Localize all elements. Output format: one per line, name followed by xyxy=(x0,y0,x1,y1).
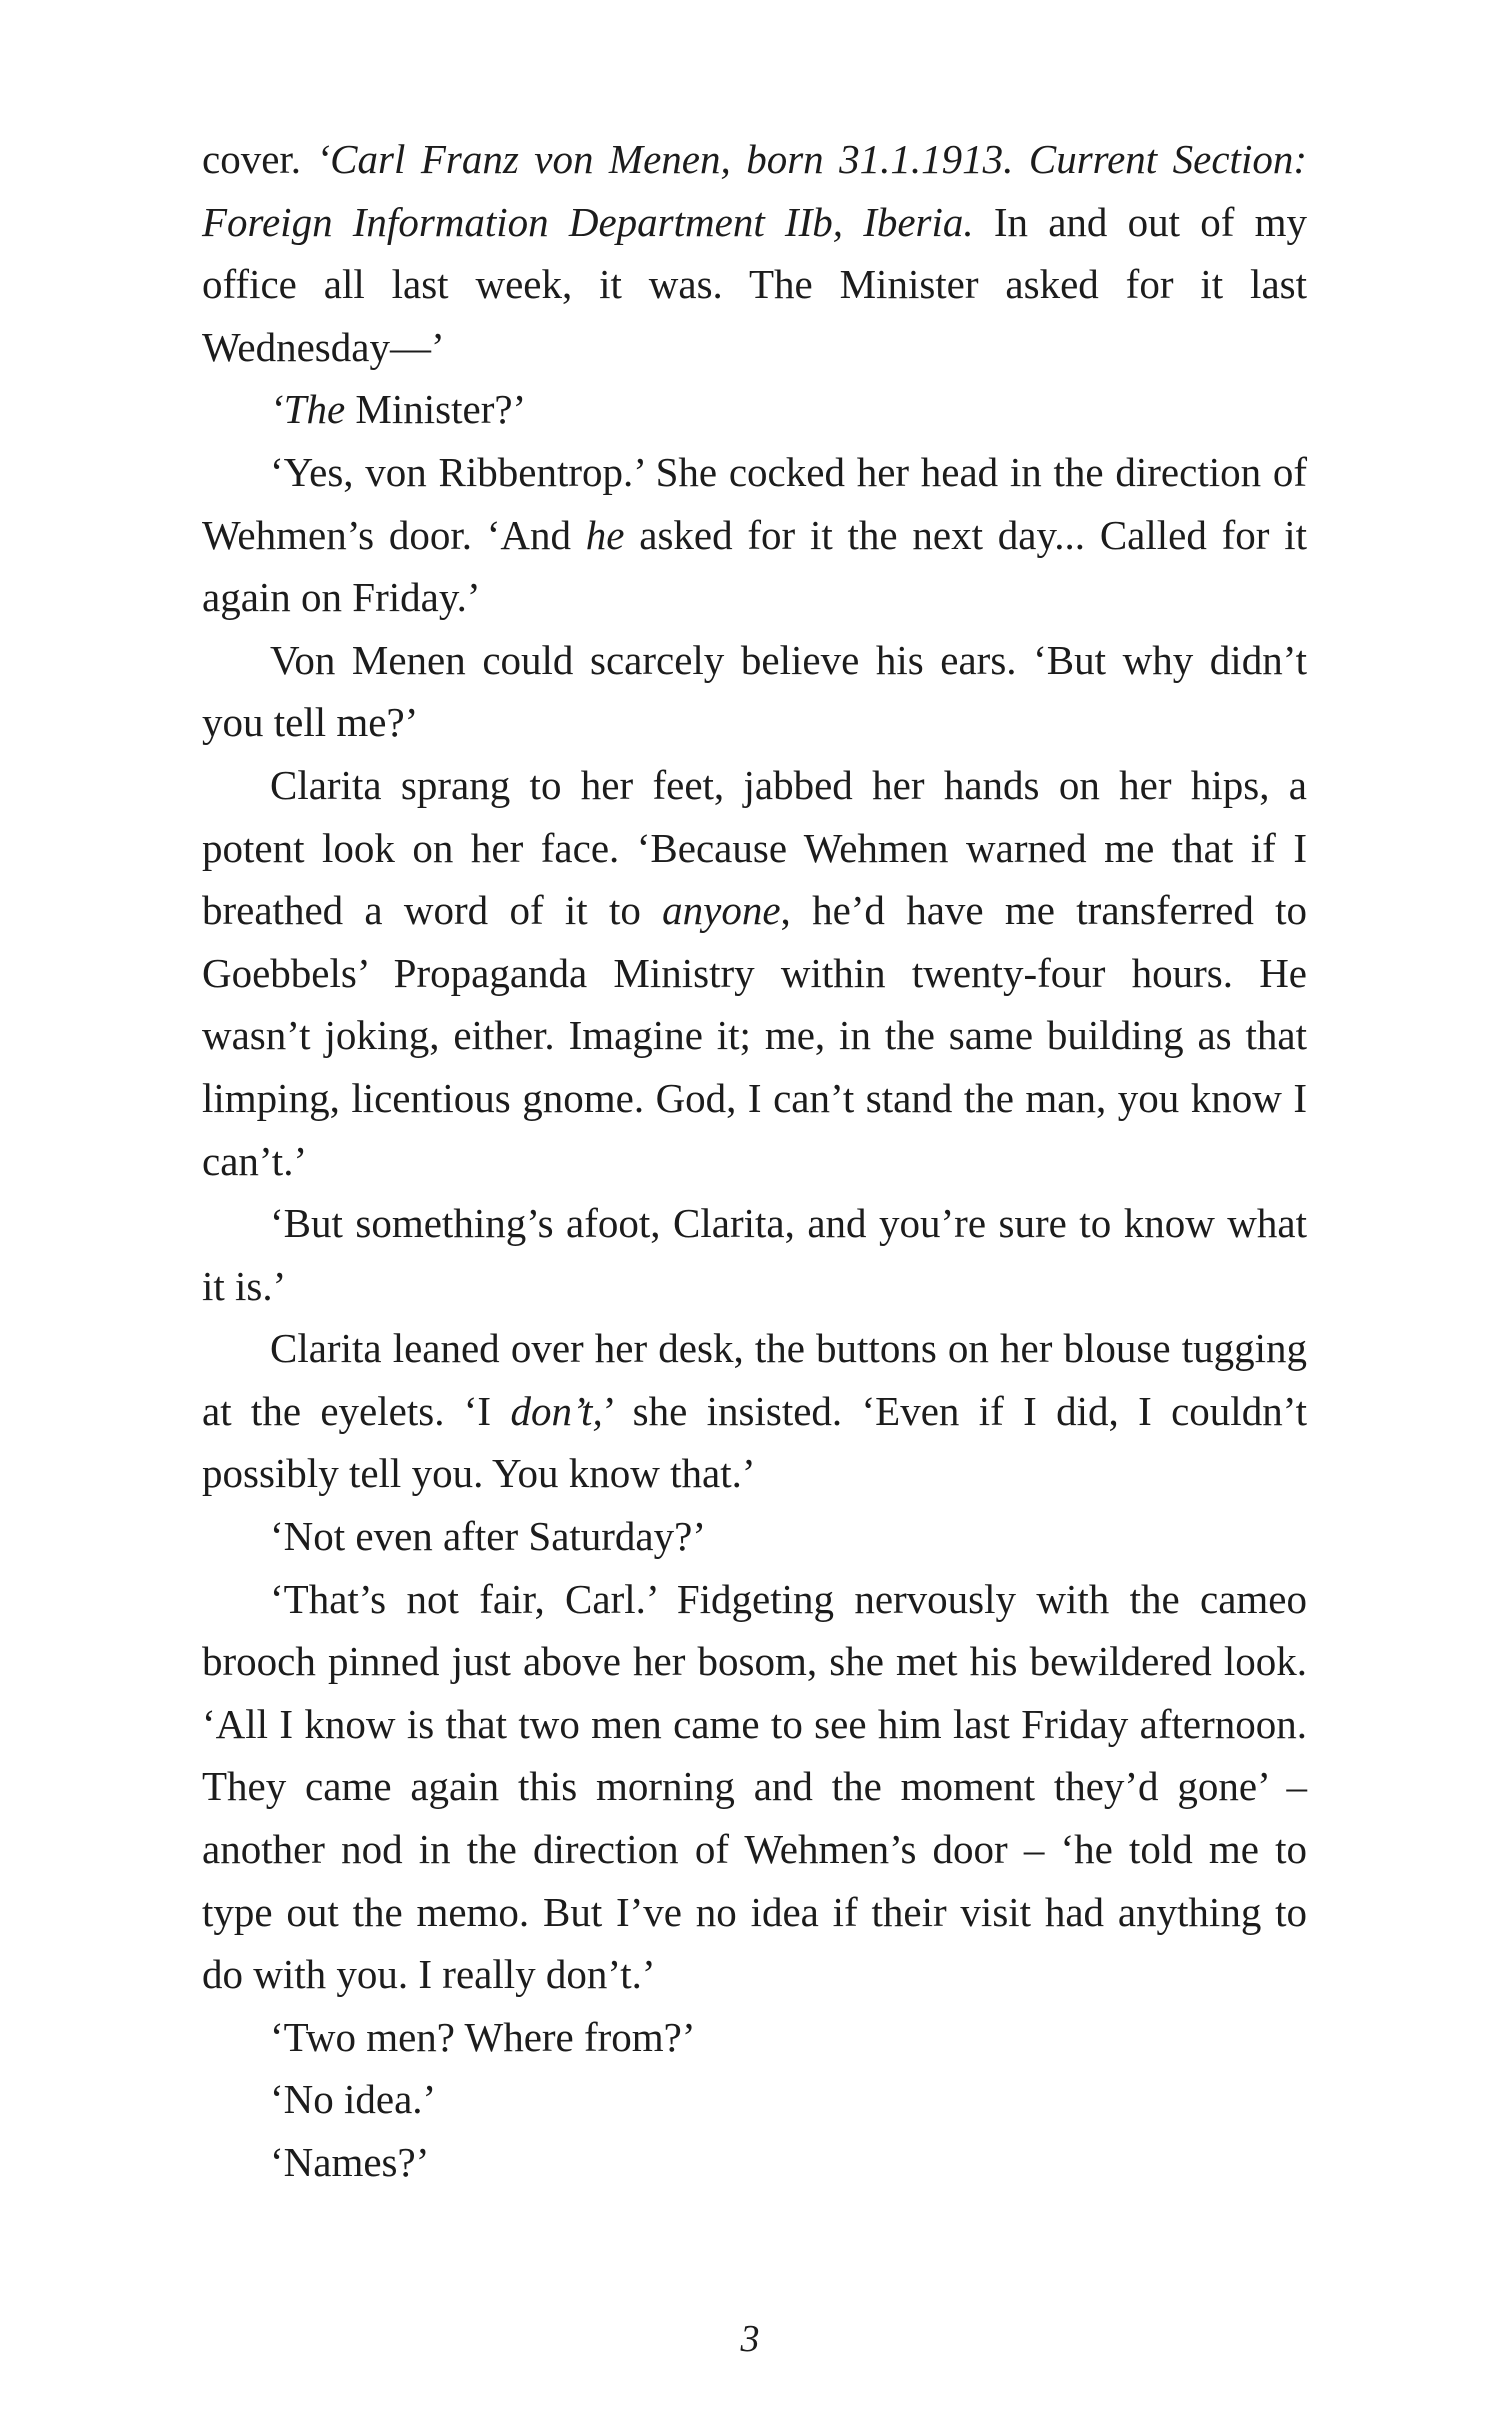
italic-run: anyone xyxy=(662,887,781,934)
italic-run: don’t, xyxy=(510,1387,603,1434)
paragraph-7: Clarita leaned over her desk, the buttons on her blouse tugging at the eyelets. ‘I don’t,’ she insisted. ‘Even if I did, I couldn’t possibly tell you. You know that.’ xyxy=(202,1325,1307,1497)
italic-run: ‘The xyxy=(270,386,346,433)
paragraph-1: cover. ‘Carl Franz von Menen, born 31.1.1913. Current Section: Foreign Information Department IIb, Iberia. In and out of my office all last week, it was. The Minister asked for it last Wednesday—’ xyxy=(202,136,1307,370)
paragraph-6: ‘But something’s afoot, Clarita, and you’re sure to know what it is.’ xyxy=(202,1200,1307,1309)
italic-run: he xyxy=(585,511,625,558)
paragraph-4: Von Menen could scarcely believe his ears. ‘But why didn’t you tell me?’ xyxy=(202,636,1307,746)
paragraph-5: Clarita sprang to her feet, jabbed her hands on her hips, a potent look on her face. ‘Because Wehmen warned me that if I breathed a word of it to anyone, he’d have me transferred to Goebbels’ Propaganda Ministry within twenty-four hours. He wasn’t joking, either. Imagine it; me, in the same building as that limping, licentious gnome. God, I can’t stand the man, you know I can’t.’ xyxy=(202,761,1307,1184)
paragraph-11: ‘No idea.’ xyxy=(270,2076,437,2123)
paragraph-8: ‘Not even after Saturday?’ xyxy=(270,1513,706,1560)
body-text xyxy=(202,128,1307,2194)
paragraph-10: ‘Two men? Where from?’ xyxy=(270,2013,696,2060)
italic-run: ‘Carl Franz von Menen, born 31.1.1913. Current Section: Foreign Information Department IIb, Iberia. xyxy=(202,136,1307,245)
page-number: 3 xyxy=(740,2318,760,2360)
paragraph-3: ‘Yes, von Ribbentrop.’ She cocked her head in the direction of Wehmen’s door. ‘And he asked for it the next day... Called for it again on Friday.’ xyxy=(202,448,1307,621)
paragraph-2: ‘The Minister?’ xyxy=(270,386,527,433)
paragraph-12: ‘Names?’ xyxy=(270,2139,430,2185)
paragraph-9: ‘That’s not fair, Carl.’ Fidgeting nervously with the cameo brooch pinned just above her bosom, she met his bewildered look. ‘All I know is that two men came to see him last Friday afternoon. They came again this morning and the moment they’d gone’ – another nod in the direction of Wehmen’s door – ‘he told me to type out the memo. But I’ve no idea if their visit had anything to do with you. I really don’t.’ xyxy=(202,1575,1307,1998)
